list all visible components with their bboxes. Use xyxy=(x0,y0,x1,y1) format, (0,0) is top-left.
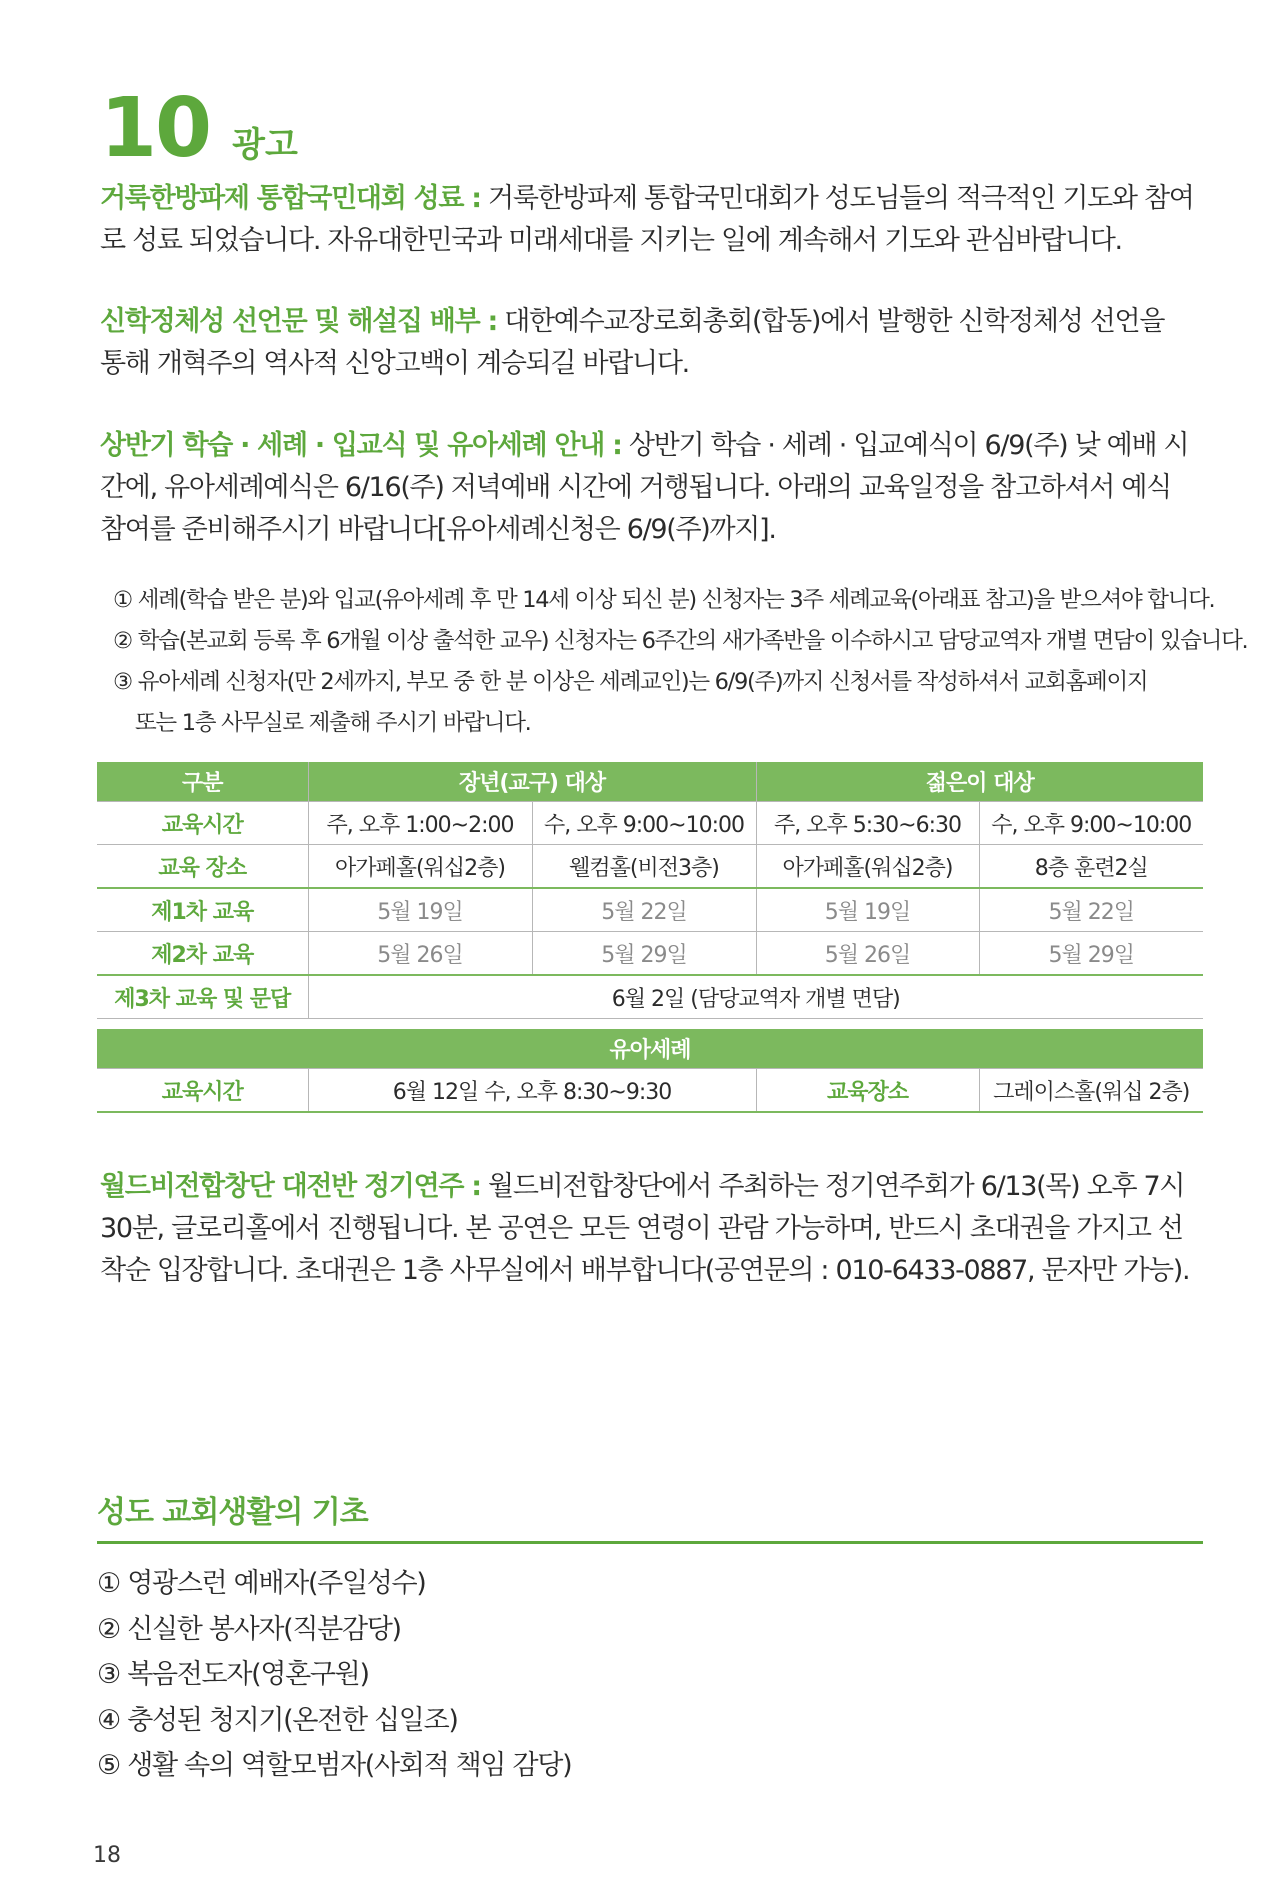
baptism-notes xyxy=(113,580,1248,744)
section-heading xyxy=(100,81,298,176)
table-cell: 5월 19일 xyxy=(308,888,532,932)
row-label: 교육장소 xyxy=(756,1069,979,1113)
announcement-heading: 상반기 학습 · 세례 · 입교식 및 유아세례 안내 : xyxy=(100,430,622,461)
note-item: ② 학습(본교회 등록 후 6개월 이상 출석한 교우) 신청자는 6주간의 새가족반을 이수하시고 담당교역자 개별 면담이 있습니다. xyxy=(113,628,1248,654)
table-cell: 5월 22일 xyxy=(979,888,1203,932)
row-label: 제3차 교육 및 문답 xyxy=(97,975,308,1019)
header-category: 구분 xyxy=(97,762,308,802)
table-row xyxy=(97,845,1203,889)
table-cell: 주, 오후 5:30~6:30 xyxy=(756,802,979,845)
divider xyxy=(97,1541,1203,1544)
table-cell: 8층 훈련2실 xyxy=(979,845,1203,889)
table-cell: 5월 19일 xyxy=(756,888,979,932)
header-youth: 젊은이 대상 xyxy=(756,762,1203,802)
announcement-body: 월드비전합창단에서 주최하는 정기연주회가 6/13(목) 오후 7시 30분, 글로리홀에서 진행됩니다. 본 공연은 모든 연령이 관람 가능하며, 반드시 초대권을 가지고 선착순 입장합니다. 초대권은 1층 사무실에서 배부합니다(공연문의 : 010-6433-0887, 문자만 가능). xyxy=(100,1171,1190,1286)
note-item: 또는 1층 사무실로 제출해 주시기 바랍니다. xyxy=(135,710,531,736)
section-number: 10 xyxy=(100,81,211,176)
table-header-row xyxy=(97,1029,1203,1069)
announcement-body: 대한예수교장로회총회(합동)에서 발행한 신학정체성 선언을 통해 개혁주의 역사적 신앙고백이 계승되길 바랍니다. xyxy=(100,306,1165,379)
table-cell: 6월 2일 (담당교역자 개별 면담) xyxy=(308,975,1203,1019)
table-row xyxy=(97,932,1203,976)
header-infant-baptism: 유아세례 xyxy=(97,1029,1203,1069)
page-number: 18 xyxy=(93,1843,121,1868)
row-label: 교육시간 xyxy=(97,802,308,845)
list-item: ③ 복음전도자(영혼구원) xyxy=(97,1659,369,1690)
section-title: 광고 xyxy=(232,125,298,165)
announcement-unification-rally xyxy=(100,178,1196,262)
row-label: 교육 장소 xyxy=(97,845,308,889)
announcement-world-vision-choir xyxy=(100,1166,1196,1292)
table-cell: 5월 26일 xyxy=(756,932,979,976)
table-cell: 아가페홀(워십2층) xyxy=(308,845,532,889)
list-item: ⑤ 생활 속의 역할모범자(사회적 책임 감당) xyxy=(97,1750,572,1781)
row-label: 제1차 교육 xyxy=(97,888,308,932)
table-header-row xyxy=(97,762,1203,802)
table-cell: 5월 26일 xyxy=(308,932,532,976)
table-cell: 그레이스홀(워십 2층) xyxy=(979,1069,1203,1113)
announcement-baptism-guide xyxy=(100,425,1196,551)
table-row xyxy=(97,888,1203,932)
table-row xyxy=(97,1069,1203,1113)
announcement-body: 상반기 학습 · 세례 · 입교예식이 6/9(주) 낮 예배 시간에, 유아세례예식은 6/16(주) 저녁예배 시간에 거행됩니다. 아래의 교육일정을 참고하셔서 예식 참여를 준비해주시기 바랍니다[유아세례신청은 6/9(주)까지]. xyxy=(100,430,1189,545)
row-label: 제2차 교육 xyxy=(97,932,308,976)
table-cell: 주, 오후 1:00~2:00 xyxy=(308,802,532,845)
note-item: ③ 유아세례 신청자(만 2세까지, 부모 중 한 분 이상은 세례교인)는 6/9(주)까지 신청서를 작성하셔서 교회홈페이지 xyxy=(113,669,1148,695)
table-cell: 아가페홀(워십2층) xyxy=(756,845,979,889)
announcement-body: 거룩한방파제 통합국민대회가 성도님들의 적극적인 기도와 참여로 성료 되었습니다. 자유대한민국과 미래세대를 지키는 일에 계속해서 기도와 관심바랍니다. xyxy=(100,183,1194,256)
table-cell: 5월 29일 xyxy=(532,932,756,976)
basics-title: 성도 교회생활의 기초 xyxy=(97,1495,368,1530)
table-cell: 6월 12일 수, 오후 8:30~9:30 xyxy=(308,1069,756,1113)
infant-baptism-table xyxy=(97,1029,1203,1113)
list-item: ① 영광스런 예배자(주일성수) xyxy=(97,1568,426,1599)
announcement-theology-declaration xyxy=(100,301,1196,385)
basics-list xyxy=(97,1561,571,1789)
announcement-heading: 거룩한방파제 통합국민대회 성료 : xyxy=(100,183,481,214)
note-item: ① 세례(학습 받은 분)와 입교(유아세례 후 만 14세 이상 되신 분) 신청자는 3주 세례교육(아래표 참고)을 받으셔야 합니다. xyxy=(113,587,1215,613)
table-cell: 웰컴홀(비전3층) xyxy=(532,845,756,889)
row-label: 교육시간 xyxy=(97,1069,308,1113)
education-schedule-table xyxy=(97,762,1203,1019)
list-item: ② 신실한 봉사자(직분감당) xyxy=(97,1613,401,1645)
table-cell: 수, 오후 9:00~10:00 xyxy=(979,802,1203,845)
announcement-heading: 월드비전합창단 대전반 정기연주 : xyxy=(100,1171,481,1202)
header-adults: 장년(교구) 대상 xyxy=(308,762,756,802)
table-cell: 수, 오후 9:00~10:00 xyxy=(532,802,756,845)
table-row xyxy=(97,975,1203,1019)
announcement-heading: 신학정체성 선언문 및 해설집 배부 : xyxy=(100,306,497,337)
table-cell: 5월 22일 xyxy=(532,888,756,932)
table-cell: 5월 29일 xyxy=(979,932,1203,976)
list-item: ④ 충성된 청지기(온전한 십일조) xyxy=(97,1704,458,1736)
table-row xyxy=(97,802,1203,845)
